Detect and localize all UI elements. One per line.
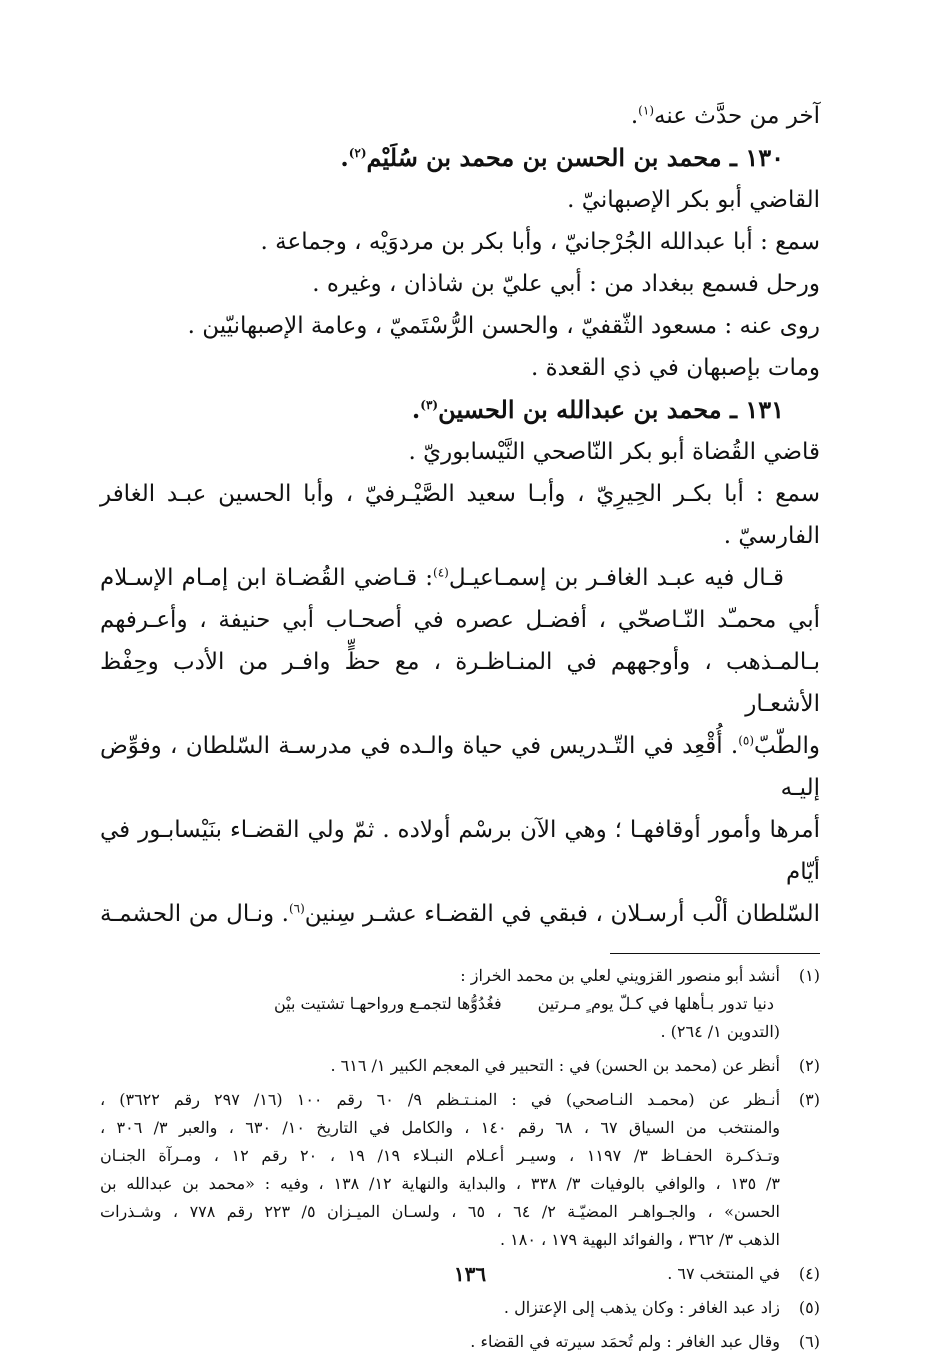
footnote-body [100,1086,780,1254]
footnote-separator [610,953,820,954]
page-content [100,95,820,1362]
text-line [100,893,820,935]
text-line: ورحل فسمع ببغداد من : أبي عليّ بن شاذان ، وغيره . [312,271,820,297]
text-line [100,725,820,809]
text-span: السّلطان ألْب أرسـلان ، فبقي في القضـاء عشـر سِنين [304,901,820,927]
footnote-body [100,1328,780,1356]
footnote-marker[interactable]: (١) [638,103,654,118]
text-line: أبي محمـّد النّـاصحّي ، أفضـل عصره في أصحـاب أبي حنيفة ، وأعـرفهم [100,607,820,633]
text-line: الفارسيّ . [723,523,820,549]
footnote [100,1328,820,1356]
footnote-marker[interactable]: (٢) [348,146,367,160]
footnote-number: (٦) [798,1332,820,1351]
footnote [100,1052,820,1080]
footnote-line: والمنتخب من السياق ٦٧ ، ٦٨ رقم ١٤٠ ، والكامل في التاريخ ١٠/ ٦٣٠ ، والعبر ٣/ ٣٠٦ ، [100,1118,781,1137]
text-line: روى عنه : مسعود الثّقفيّ ، والحسن الرُّسْتَميّ ، وعامة الإصبهانيّين . [187,313,820,339]
text-span: : قـاضي القُضـاة ابن إمـام الإسـلام [100,565,434,591]
footnote-marker[interactable]: (٤) [433,565,449,580]
text-line: آخر من حدَّث عنه$^{(١)}$. [630,103,820,129]
text-line: ومات بإصبهان في ذي القعدة . [531,355,820,381]
page-number: ١٣٦ [453,1262,487,1286]
text-line: القاضي أبو بكر الإصبهانيّ . [567,187,820,213]
footnote-number: (٥) [798,1298,820,1317]
verse-line [100,990,780,1018]
footnote-line: الذهب ٣/ ٣٦٢ ، والفوائد البهية ١٧٩ ، ١٨٠ . [499,1230,780,1249]
text-line: سمع : أبا عبدالله الجُرْجانيّ ، وأبا بكر بن مردوَيْه ، وجماعة . [260,229,820,255]
text-line: أمرها وأمور أوقافهـا ؛ وهي الآن برسْم أولاده . ثمّ ولي القضـاء بنَيْسابـور في أيّام [100,817,820,885]
text-line: سمع : أبا بكـر الحِيرِيّ ، وأبـا سعيد الصَّيْـرفيّ ، وأبا الحسين عبـد الغافر [100,481,820,507]
text-line [100,557,820,599]
footnote-line: أنـظر عن (محمـد النـاصحي) في : المنـتـظم ٩/ ٦٠ رقم ١٠٠ (١٦/ ٢٩٧ رقم ٣٦٢٢) ، [100,1090,781,1109]
footnote-line: في المنتخب ٦٧ . [667,1264,780,1283]
footnote-marker[interactable]: (٦) [288,901,305,916]
footnote-number: (٤) [798,1264,820,1283]
footnote-number: (١) [798,966,820,985]
text-span: . ونـال من الحشمـة [100,901,289,927]
footnote-number: (٢) [798,1056,820,1075]
entry-130-title: ١٣٠ ـ محمد بن الحسن بن محمد بن سُلَيْم$^{(٢)}$. [340,143,784,172]
footnote-body [100,1294,780,1322]
footnote-number: (٣) [798,1090,820,1109]
footnote [100,1086,820,1254]
text-span: والطّبّ [754,733,820,759]
footnote [100,962,820,1046]
entry-131-title: ١٣١ ـ محمد بن عبدالله بن الحسين$^{(٣)}$. [411,395,784,424]
footnote-line: الحسن» ، والجـواهـر المضيّـة ٢/ ٦٤ ، ٦٥ ، ولسـان الميـزان ٥/ ٢٢٣ رقم ٧٧٨ ، وشـذرات [100,1202,780,1221]
footnote [100,1294,820,1322]
footnote-line: وتـذكـرة الحفـاظ ٣/ ١١٩٧ ، وسيـر أعـلام النبـلاء ١٩/ ١٩ ، ٢٠ رقم ١٢ ، ومـرآة الجنـان [100,1146,781,1165]
entry-title-text: ١٣١ ـ محمد بن عبدالله بن الحسين [438,395,784,424]
text-span: . أُقْعِد في التّـدريس في حياة والـده في مدرسـة السّلطان ، وفوِّض إليـه [100,733,820,801]
text-line: بـالمـذهب ، وأوجههم في المنـاظـرة ، مع حظٍّ وافـر من الأدب وحِفْظ الأشعـار [100,649,820,717]
footnote-marker[interactable]: (٥) [738,733,755,748]
footnote-marker[interactable]: (٣) [420,398,439,412]
footnote-line: ٣/ ١٣٥ ، والوافي بالوفيات ٣/ ٣٣٨ ، والبداية والنهاية ١٢/ ١٣٨ ، وفيه : «محمد بن عبدالله بن [100,1174,780,1193]
footnote-line: (التدوين ١/ ٢٦٤) . [660,1022,780,1041]
footnote-body [100,962,780,1046]
footnote-line: أنشد أبو منصور القزويني لعلي بن محمد الخراز : [460,966,780,985]
footnote-line: وقال عبد الغافر : ولم تُحمَد سيرته في القضاء . [470,1332,780,1351]
footnotes [100,962,820,1356]
text-span: آخر من حدَّث عنه [654,103,820,129]
footnote-body [100,1052,780,1080]
verse-hemistich: فغُدُوُّها لتجمـع ورواحهـا تشتيت بيْن [273,994,502,1013]
verse-hemistich: دنيا تدور بـأهلها في كـلّ يوم ٍ مـرتين [537,994,774,1013]
text-span: قـال فيه عبـد الغافـر بن إسمـاعيـل [448,565,784,591]
entry-title-text: ١٣٠ ـ محمد بن الحسن بن محمد بن سُلَيْم [366,143,784,172]
footnote-line: أنظر عن (محمد بن الحسن) في : التحبير في المعجم الكبير ١/ ٦١٦ . [330,1056,780,1075]
text-line: قاضي القُضاة أبو بكر النّاصحي النَّيْسابوريّ . [408,439,820,465]
footnote-line: زاد عبد الغافر : وكان يذهب إلى الإعتزال . [503,1298,780,1317]
